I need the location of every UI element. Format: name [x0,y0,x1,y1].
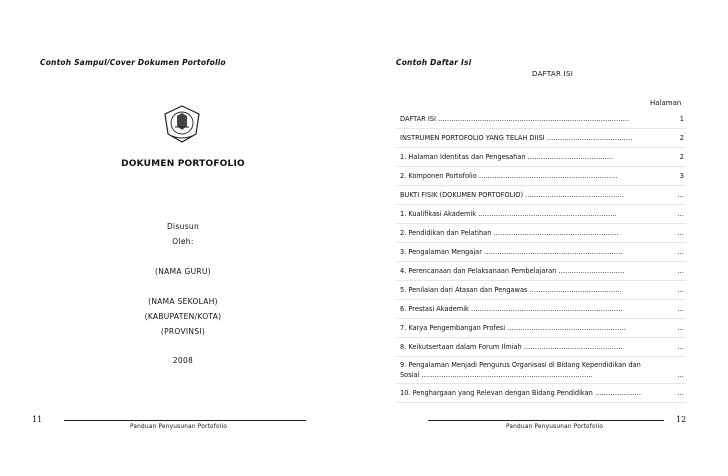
toc-row: INSTRUMEN PORTOFOLIO YANG TELAH DIISI ………………………………… 2 [396,129,686,148]
nama-guru: (NAMA GURU) [155,267,211,276]
right-page-heading: Contoh Daftar Isi [396,58,472,67]
document-title: DOKUMEN PORTOFOLIO [121,159,245,169]
oleh-text: Oleh: [172,237,194,246]
toc-row: 8. Keikutsertaan dalam Forum Ilmiah ……………………………………… … [396,338,686,357]
year: 2008 [172,356,194,365]
toc-row: 7. Karya Pengembangan Profesi ……………………………………………… … [396,319,686,338]
toc-row: BUKTI FISIK (DOKUMEN PORTOFOLIO) ……………………………………… … [396,186,686,205]
left-footer-text: Panduan Penyusunan Portofolio [130,424,228,430]
toc-row: 3. Pengalaman Mengajar ……………………………………………………… … [396,243,686,262]
toc-row: 2. Komponen Portofolio ……………………………………………………… 3 [396,167,686,186]
toc-row: 10. Penghargaan yang Relevan dengan Bidang Pendidikan ………………… … [396,384,686,403]
toc-row: 6. Prestasi Akademik …………………………………………………………… … [396,300,686,319]
toc-row: 1. Kualifikasi Akademik ……………………………………………………… … [396,205,686,224]
kabupaten-kota: (KABUPATEN/KOTA) [144,312,222,321]
provinsi: (PROVINSI) [160,327,206,336]
toc-row: 1. Halaman Identitas dan Pengesahan ………………………………… 2 [396,148,686,167]
right-page-number: 12 [676,415,687,424]
halaman-label: Halaman [650,99,682,107]
right-footer-rule [428,420,664,421]
nama-sekolah: (NAMA SEKOLAH) [148,297,218,306]
disusun-text: Disusun [166,222,200,231]
toc-row: DAFTAR ISI …………………………………………………………………………… 1 [396,110,686,129]
toc-title: DAFTAR ISI [532,70,574,78]
toc-row: 5. Penilaian dari Atasan dan Pengawas …………………………………… … [396,281,686,300]
right-footer-text: Panduan Penyusunan Portofolio [506,424,604,430]
table-of-contents [396,110,686,403]
left-footer-rule [64,420,306,421]
tut-wuri-handayani-logo [163,104,201,144]
toc-row: 2. Pendidikan dan Pelatihan ………………………………………………… … [396,224,686,243]
toc-row: 9. Pengalaman Menjadi Pengurus Organisasi di Bidang Kependidikan dan Sosial …………………………………………………………………… … [396,357,686,384]
left-page-number: 11 [32,415,43,424]
left-page-heading: Contoh Sampul/Cover Dokumen Portofolio [40,58,226,67]
toc-row: 4. Perencanaan dan Pelaksanaan Pembelajaran ………………………… … [396,262,686,281]
